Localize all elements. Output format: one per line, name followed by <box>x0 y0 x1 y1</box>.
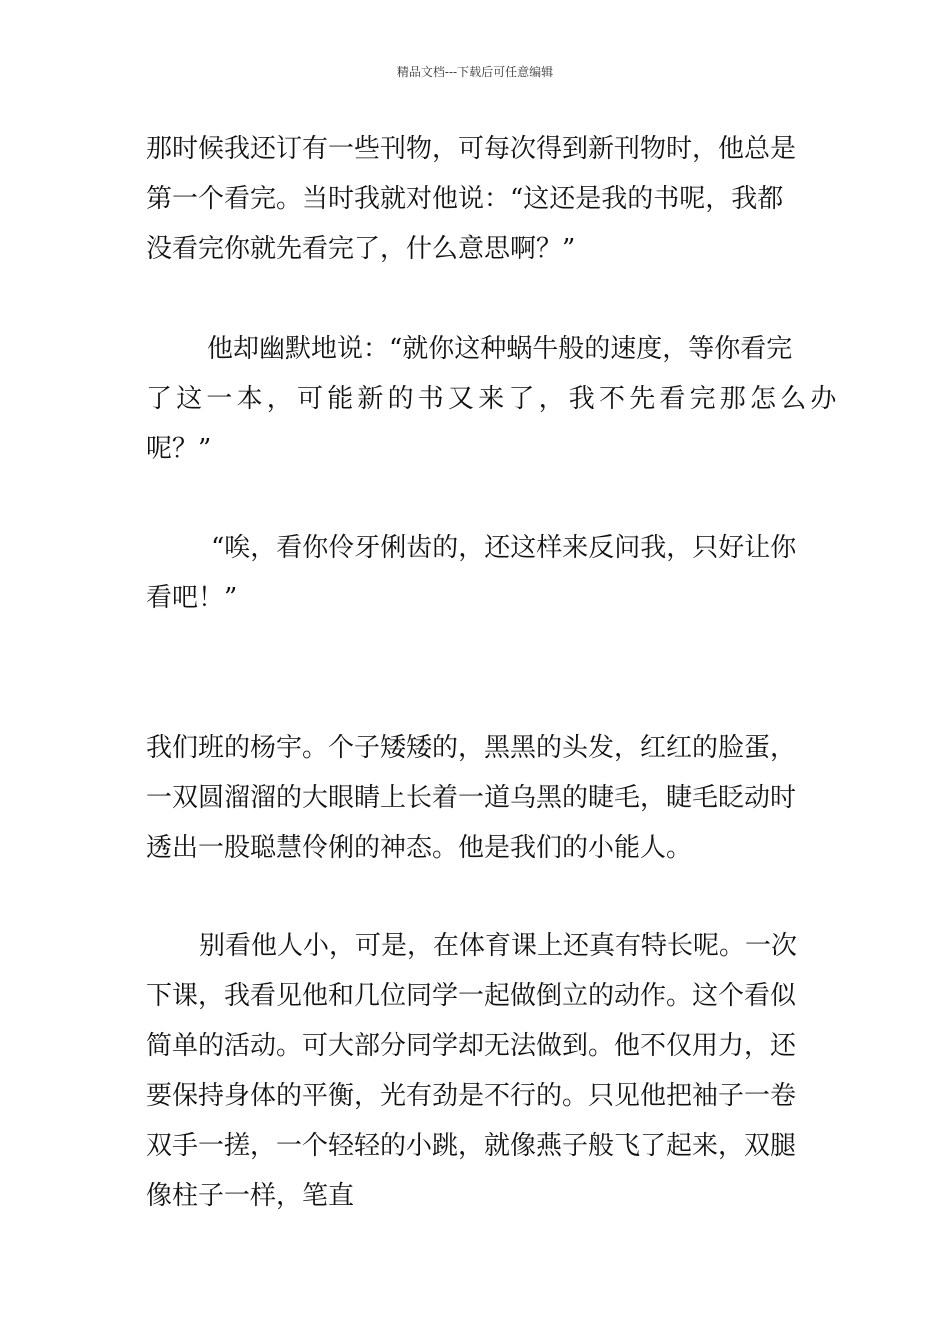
page-header: 精品文档---下载后可任意编辑 <box>396 65 554 79</box>
text-line: 下课，我看见他和几位同学一起做倒立的动作。这个看似 <box>146 981 797 1011</box>
text-line: 那时候我还订有一些刊物，可每次得到新刊物时，他总是 <box>146 134 797 164</box>
text-line: 要保持身体的平衡，光有劲是不行的。只见他把袖子一卷 <box>146 1081 797 1111</box>
text-line: 我们班的杨宇。个子矮矮的，黑黑的头发，红红的脸蛋， <box>146 733 797 763</box>
text-line: 一双圆溜溜的大眼睛上长着一道乌黑的睫毛，睫毛眨动时 <box>146 783 797 813</box>
text-line: 他却幽默地说：“就你这种蜗牛般的速度，等你看完 <box>207 334 793 364</box>
text-line: 呢？” <box>146 434 212 464</box>
text-line: “唉，看你伶牙俐齿的，还这样来反问我，只好让你 <box>211 533 797 563</box>
text-line: 看吧！” <box>146 583 238 613</box>
text-line: 透出一股聪慧伶俐的神态。他是我们的小能人。 <box>146 833 693 863</box>
text-line: 没看完你就先看完了，什么意思啊？” <box>146 234 576 264</box>
text-line: 了这一本，可能新的书又来了，我不先看完那怎么办 <box>146 384 841 414</box>
text-line: 像柱子一样，笔直 <box>146 1181 355 1211</box>
text-line: 第一个看完。当时我就对他说：“这还是我的书呢，我都 <box>146 184 784 214</box>
text-line: 简单的活动。可大部分同学却无法做到。他不仅用力，还 <box>146 1031 797 1061</box>
text-line: 双手一搓，一个轻轻的小跳，就像燕子般飞了起来，双腿 <box>146 1131 797 1161</box>
text-line: 别看他人小，可是，在体育课上还真有特长呢。一次 <box>199 931 798 961</box>
